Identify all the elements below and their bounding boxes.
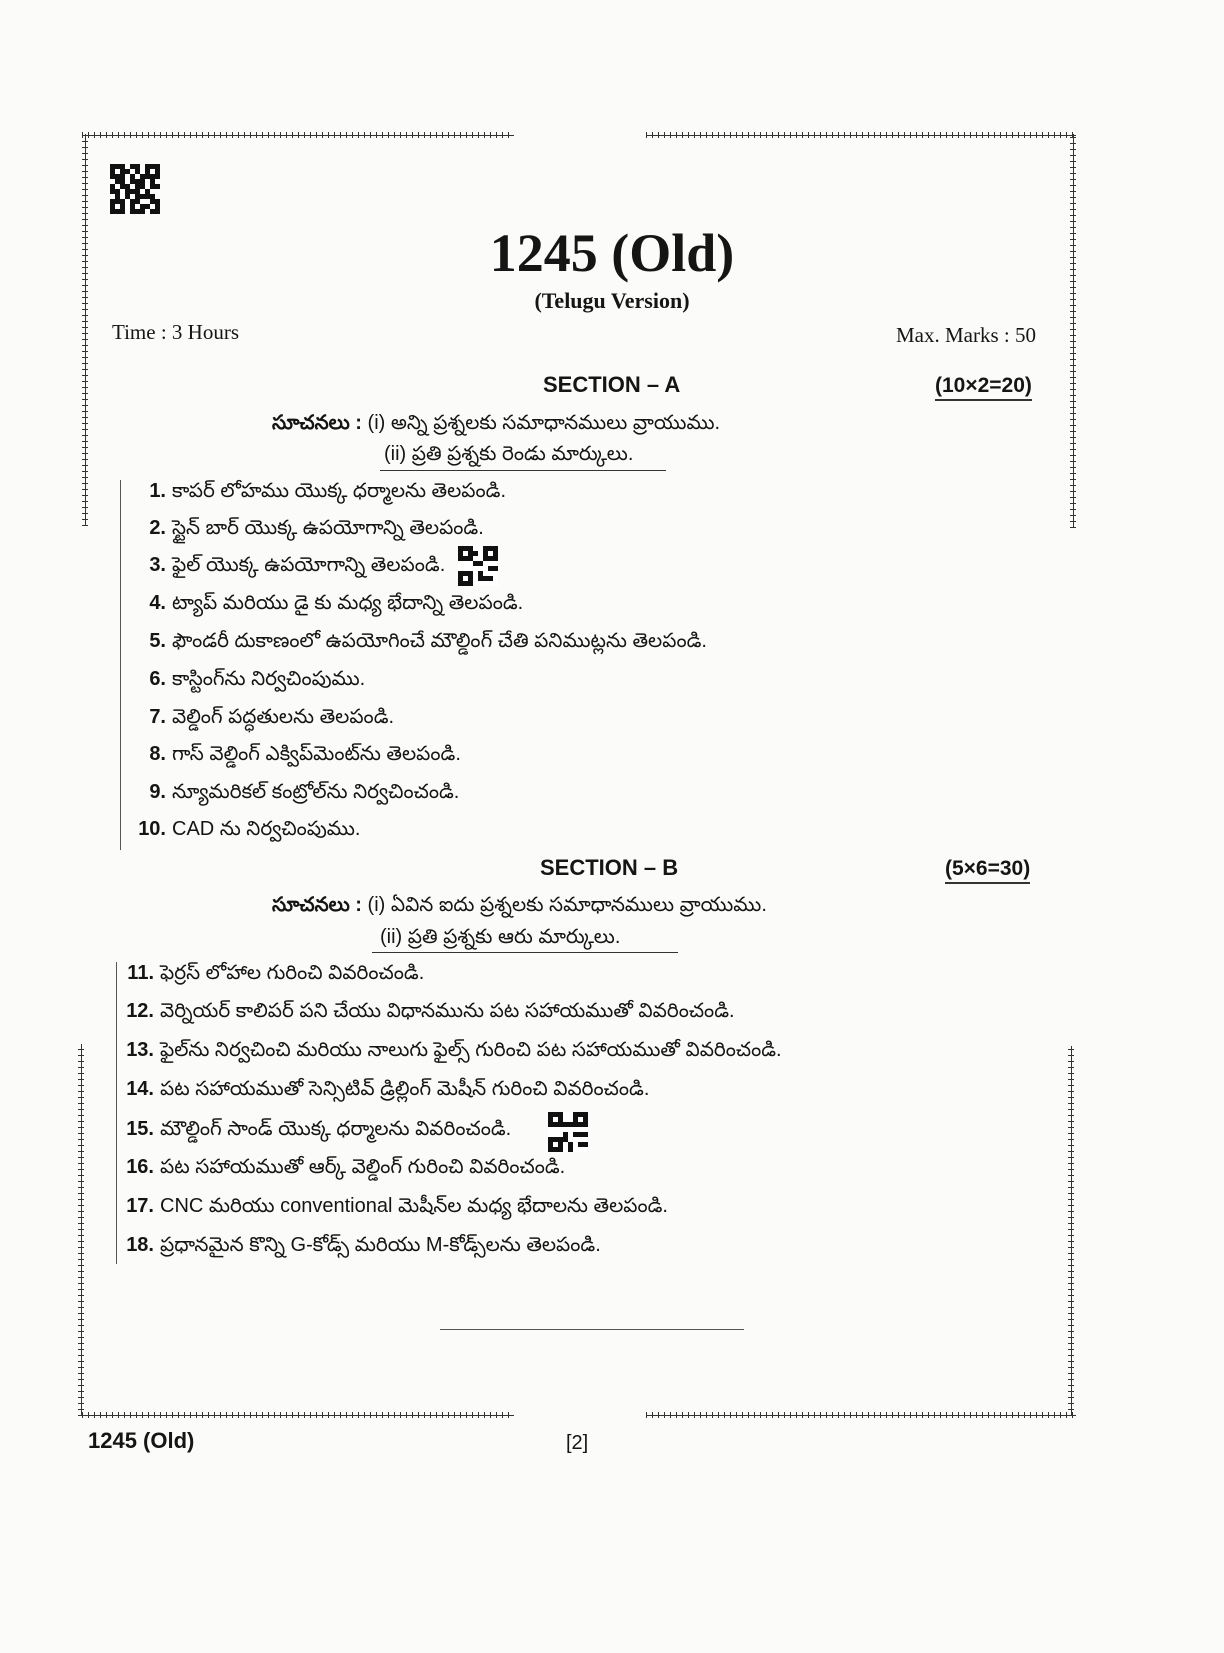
border-right-bottom	[1068, 1046, 1074, 1416]
time-label: Time : 3 Hours	[112, 320, 239, 344]
question-text: వెర్నియర్ కాలిపర్ పని చేయు విధానమును పట సహాయముతో వివరించండి.	[160, 1000, 735, 1022]
end-of-paper-line	[440, 1329, 744, 1330]
border-left-top	[82, 134, 88, 526]
question-number: 4.	[149, 592, 166, 614]
question-item	[120, 1234, 601, 1261]
question-number: 9.	[149, 781, 166, 803]
section-a-title: SECTION – A	[543, 372, 681, 397]
paper-code-title: 1245 (Old)	[489, 223, 735, 283]
question-text: ఫైల్‌ను నిర్వచించి మరియు నాలుగు ఫైల్స్ గురించి పట సహాయముతో వివరించండి.	[160, 1039, 782, 1061]
question-text: పట సహాయముతో ఆర్క్ వెల్డింగ్ గురించి వివరించండి.	[160, 1156, 566, 1178]
qr-code-top	[110, 164, 160, 214]
question-text: ఫెర్రస్ లోహాల గురించి వివరించండి.	[160, 962, 425, 984]
border-bottom-right	[646, 1412, 1076, 1418]
footer-code: 1245 (Old)	[88, 1428, 195, 1453]
question-item	[132, 517, 484, 544]
section-a-marks: (10×2=20)	[935, 374, 1032, 401]
question-number: 1.	[149, 480, 166, 502]
question-item	[120, 1000, 735, 1027]
question-text: కాపర్ లోహము యొక్క ధర్మాలను తెలపండి.	[172, 480, 507, 502]
question-text: ఫైల్ యొక్క ఉపయోగాన్ని తెలపండి.	[172, 554, 446, 576]
border-left-bottom	[78, 1044, 84, 1416]
border-top-left	[82, 132, 514, 138]
question-number: 10.	[138, 818, 166, 840]
question-number: 13.	[126, 1039, 154, 1061]
question-text: కాస్టింగ్‌ను నిర్వచింపుము.	[172, 668, 366, 690]
version-subtitle: (Telugu Version)	[534, 288, 690, 313]
question-item	[120, 1156, 565, 1183]
instructions-label: సూచనలు :	[272, 894, 362, 916]
question-number: 6.	[149, 668, 166, 690]
section-b-instructions	[272, 894, 767, 921]
section-a-margin-bar	[120, 480, 121, 850]
question-number: 18.	[126, 1234, 154, 1256]
question-item	[132, 480, 506, 507]
qr-code-small	[548, 1112, 588, 1152]
question-text: ప్రధానమైన కొన్ని G-కోడ్స్ మరియు M-కోడ్స్‌లను తెలపండి.	[160, 1234, 601, 1256]
question-item	[132, 554, 445, 581]
section-b-margin-bar	[116, 962, 117, 1264]
question-text: గాస్ వెల్డింగ్ ఎక్విప్‌మెంట్‌ను తెలపండి.	[172, 743, 461, 765]
question-number: 3.	[149, 554, 166, 576]
question-number: 15.	[126, 1118, 154, 1140]
instruction-item: (i) ఏవిన ఐదు ప్రశ్నలకు సమాధానములు వ్రాయుము.	[367, 894, 767, 916]
section-b-title: SECTION – B	[540, 855, 679, 880]
section-a-underline	[380, 470, 666, 471]
question-text: ఫౌండరీ దుకాణంలో ఉపయోగించే మౌల్డింగ్ చేతి పనిముట్లను తెలపండి.	[172, 630, 707, 652]
border-right-top	[1070, 134, 1076, 528]
question-number: 11.	[127, 962, 154, 984]
question-text: పట సహాయముతో సెన్సిటివ్ డ్రిల్లింగ్ మెషీన్ గురించి వివరించండి.	[160, 1078, 650, 1100]
section-a-instruction-2: (ii) ప్రతి ప్రశ్నకు రెండు మార్కులు.	[384, 443, 634, 465]
question-number: 14.	[126, 1078, 154, 1100]
instructions-label: సూచనలు :	[272, 412, 362, 434]
question-number: 16.	[126, 1156, 154, 1178]
question-item	[120, 1078, 649, 1105]
question-number: 17.	[126, 1195, 154, 1217]
question-item	[132, 630, 707, 657]
question-item	[120, 1195, 668, 1222]
question-item	[120, 1039, 782, 1066]
page-number: [2]	[566, 1432, 589, 1454]
section-b-instruction-2: (ii) ప్రతి ప్రశ్నకు ఆరు మార్కులు.	[380, 926, 621, 948]
question-text: మౌల్డింగ్ సాండ్ యొక్క ధర్మాలను వివరించండి.	[160, 1118, 512, 1140]
question-number: 2.	[149, 517, 166, 539]
question-item	[132, 743, 461, 770]
question-number: 7.	[149, 706, 166, 728]
question-item	[120, 1118, 511, 1145]
question-text: వెల్డింగ్ పద్ధతులను తెలపండి.	[172, 706, 395, 728]
question-item	[120, 962, 424, 989]
question-item	[132, 592, 523, 619]
section-b-marks: (5×6=30)	[945, 857, 1030, 884]
question-item	[132, 818, 360, 845]
question-text: CNC మరియు conventional మెషీన్‌ల మధ్య భేదాలను తెలపండి.	[160, 1195, 668, 1217]
question-number: 12.	[126, 1000, 154, 1022]
question-text: ట్యాప్ మరియు డై కు మధ్య భేదాన్ని తెలపండి.	[172, 592, 524, 614]
max-marks-label: Max. Marks : 50	[896, 323, 1036, 347]
question-text: CAD ను నిర్వచింపుము.	[172, 818, 361, 840]
instruction-item: (i) అన్ని ప్రశ్నలకు సమాధానములు వ్రాయుము.	[367, 412, 721, 434]
section-a-instructions	[272, 412, 720, 439]
section-b-underline	[372, 952, 678, 953]
qr-code-small	[458, 546, 498, 586]
question-item	[132, 781, 459, 808]
border-bottom-left	[82, 1412, 514, 1418]
border-top-right	[646, 132, 1076, 138]
question-number: 8.	[149, 743, 166, 765]
question-text: న్యూమరికల్ కంట్రోల్‌ను నిర్వచించండి.	[172, 781, 460, 803]
question-item	[132, 668, 365, 695]
question-item	[132, 706, 394, 733]
question-number: 5.	[149, 630, 166, 652]
question-text: స్టైన్ బార్ యొక్క ఉపయోగాన్ని తెలపండి.	[172, 517, 484, 539]
